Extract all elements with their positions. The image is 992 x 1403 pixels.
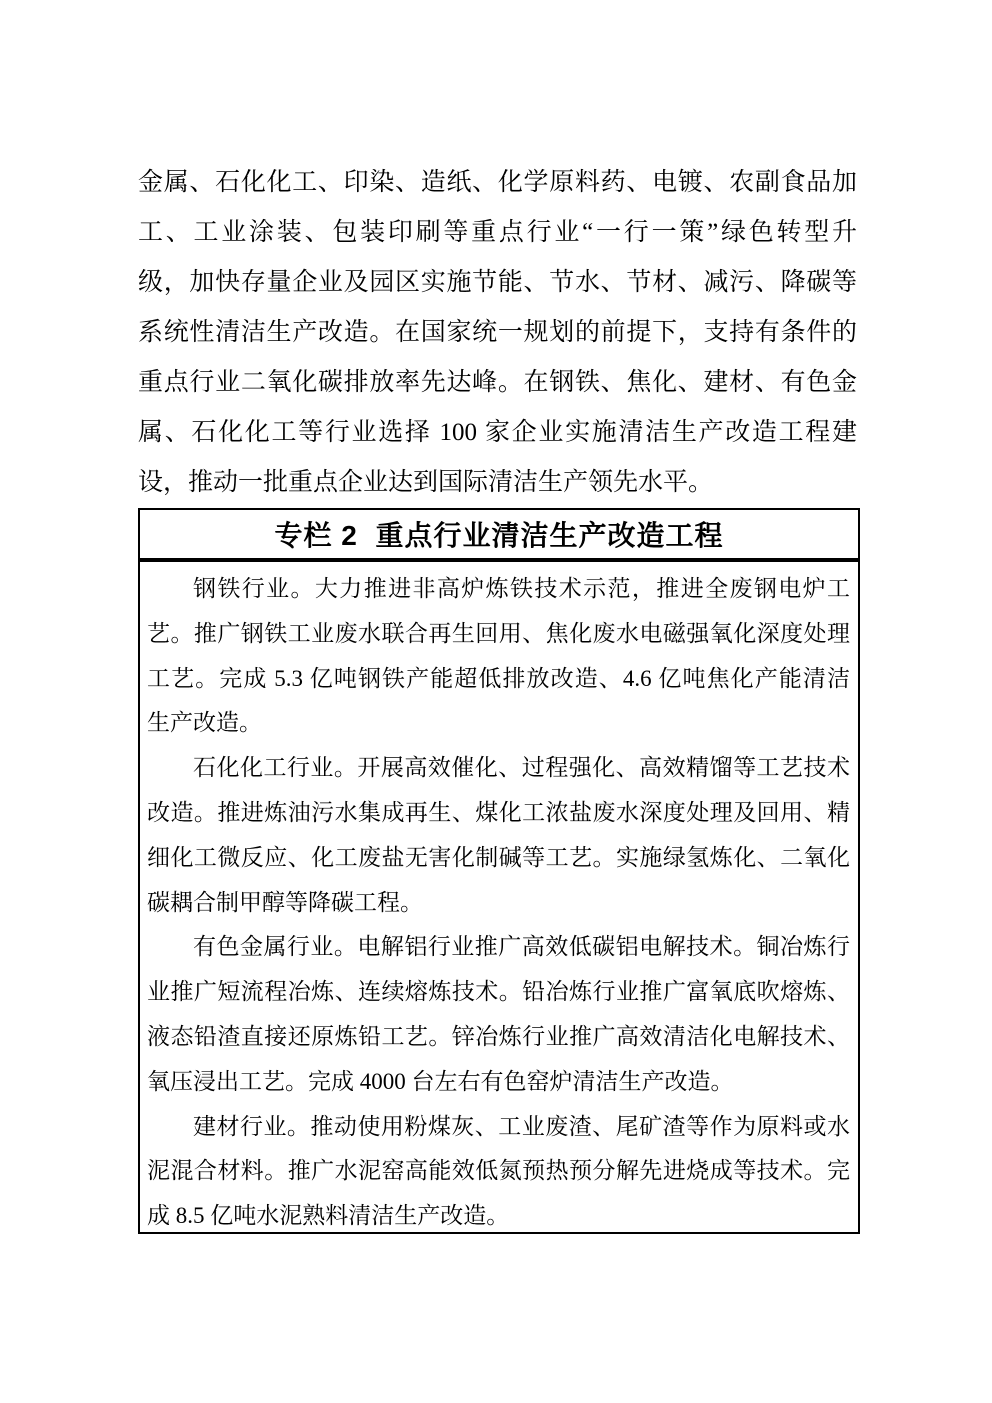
box-paragraph-line: 改造。推进炼油污水集成再生、煤化工浓盐废水深度处理及回用、精 — [147, 799, 850, 825]
box-paragraph-line: 钢铁行业。大力推进非高炉炼铁技术示范，推进全废钢电炉工 — [193, 576, 850, 601]
box-paragraph-line: 生产改造。 — [147, 710, 262, 736]
box-paragraph-line: 艺。推广钢铁工业废水联合再生回用、焦化废水电磁强氧化深度处理 — [147, 620, 850, 646]
intro-line: 金属、石化化工、印染、造纸、化学原料药、电镀、农副食品加 — [138, 169, 857, 196]
box-paragraph-line: 液态铅渣直接还原炼铅工艺。锌冶炼行业推广高效清洁化电解技术、 — [147, 1023, 850, 1049]
column-box — [138, 508, 860, 1234]
column-box-title: 专栏 2 重点行业清洁生产改造工程 — [274, 520, 724, 551]
box-paragraph-line: 泥混合材料。推广水泥窑高能效低氮预热预分解先进烧成等技术。完 — [147, 1158, 850, 1184]
box-paragraph-line: 成 8.5 亿吨水泥熟料清洁生产改造。 — [147, 1203, 510, 1229]
box-paragraph-line: 细化工微反应、化工废盐无害化制碱等工艺。实施绿氢炼化、二氧化 — [147, 844, 850, 870]
intro-line: 属、石化化工等行业选择 100 家企业实施清洁生产改造工程建 — [138, 419, 857, 446]
intro-line: 重点行业二氧化碳排放率先达峰。在钢铁、焦化、建材、有色金 — [138, 369, 857, 396]
box-paragraph-line: 工艺。完成 5.3 亿吨钢铁产能超低排放改造、4.6 亿吨焦化产能清洁 — [147, 665, 850, 691]
intro-paragraph — [138, 158, 857, 508]
column-box-header — [140, 510, 858, 562]
intro-line: 设，推动一批重点企业达到国际清洁生产领先水平。 — [138, 469, 714, 496]
box-paragraph-line: 碳耦合制甲醇等降碳工程。 — [147, 889, 423, 915]
box-paragraph-line: 石化化工行业。开展高效催化、过程强化、高效精馏等工艺技术 — [193, 755, 850, 781]
column-box-content — [140, 562, 858, 1234]
box-paragraph-line: 建材行业。推动使用粉煤灰、工业废渣、尾矿渣等作为原料或水 — [193, 1113, 850, 1139]
box-paragraph-line: 氧压浸出工艺。完成 4000 台左右有色窑炉清洁生产改造。 — [147, 1068, 734, 1094]
box-paragraph-line: 有色金属行业。电解铝行业推广高效低碳铝电解技术。铜冶炼行 — [193, 934, 850, 960]
intro-line: 级，加快存量企业及园区实施节能、节水、节材、减污、降碳等 — [138, 269, 857, 296]
intro-line: 工、工业涂装、包装印刷等重点行业“一行一策”绿色转型升 — [138, 219, 857, 246]
box-paragraph-line: 业推广短流程冶炼、连续熔炼技术。铅冶炼行业推广富氧底吹熔炼、 — [147, 979, 850, 1005]
intro-line: 系统性清洁生产改造。在国家统一规划的前提下，支持有条件的 — [138, 319, 857, 346]
